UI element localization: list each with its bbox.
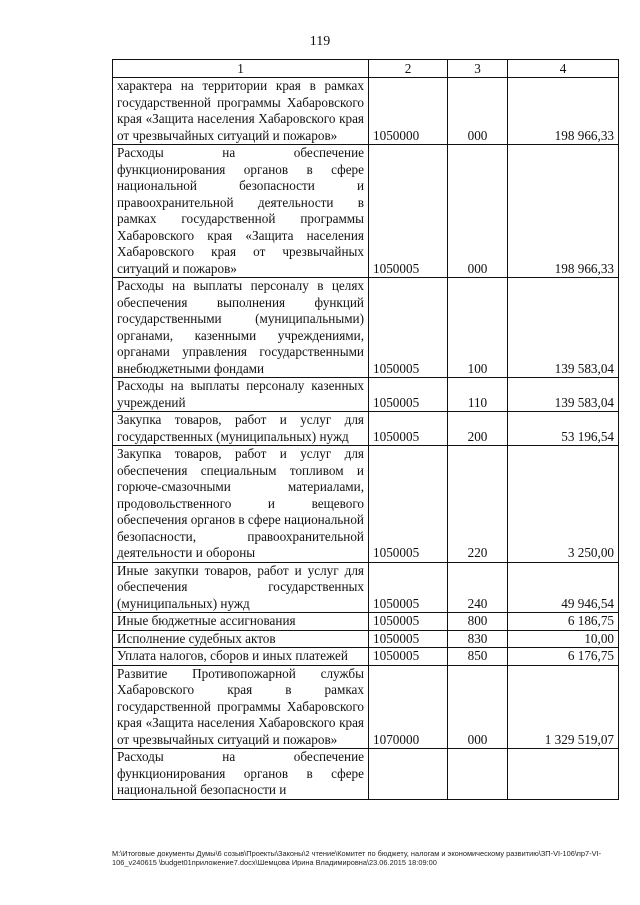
- row-expense-type: 100: [448, 278, 508, 378]
- table-row: [113, 412, 619, 446]
- row-description: Расходы на выплаты персоналу казенных учреждений: [113, 378, 369, 412]
- budget-table: [112, 59, 619, 800]
- row-expense-type: 830: [448, 630, 508, 648]
- row-target-code: 1050005: [369, 412, 448, 446]
- row-description: Иные бюджетные ассигнования: [113, 613, 369, 631]
- table-row: [113, 378, 619, 412]
- row-description: Уплата налогов, сборов и иных платежей: [113, 648, 369, 666]
- table-row: [113, 446, 619, 563]
- row-target-code: 1050005: [369, 630, 448, 648]
- row-target-code: 1070000: [369, 665, 448, 749]
- row-expense-type: 800: [448, 613, 508, 631]
- row-expense-type: 220: [448, 446, 508, 563]
- row-amount: 10,00: [508, 630, 619, 648]
- document-path-footer: M:\Итоговые документы Думы\6 созыв\Проекты\Законы\2 чтение\Комитет по бюджету, налогам и экономическому развитию\ЗП-VI-106\пр7-VI-106_v240615 \budget01приложение7.docx\Шемцова Ирина Владимировна\23.06.2015 18:09:00: [112, 849, 602, 867]
- row-description: Расходы на обеспечение функционирования органов в сфере национальной безопасности и: [113, 749, 369, 800]
- table-row: [113, 562, 619, 613]
- row-expense-type: 110: [448, 378, 508, 412]
- row-target-code: [369, 749, 448, 800]
- table-row: [113, 648, 619, 666]
- page-number: 119: [309, 34, 331, 49]
- row-description: Расходы на обеспечение функционирования органов в сфере национальной безопасности и правоохранительной деятельности в рамках государственной программы Хабаровского края «Защита населения Хабаровского края от чрезвычайных ситуаций и пожаров»: [113, 145, 369, 278]
- row-description: Закупка товаров, работ и услуг для государственных (муниципальных) нужд: [113, 412, 369, 446]
- row-expense-type: 850: [448, 648, 508, 666]
- table-row: [113, 78, 619, 145]
- header-row: [113, 60, 619, 78]
- row-target-code: 1050005: [369, 613, 448, 631]
- table-row: [113, 749, 619, 800]
- header-col-3: 3: [448, 60, 508, 78]
- row-amount: 1 329 519,07: [508, 665, 619, 749]
- row-description: Развитие Противопожарной службы Хабаровского края в рамках государственной программы Хабаровского края «Защита населения Хабаровского края от чрезвычайных ситуаций и пожаров»: [113, 665, 369, 749]
- row-expense-type: 000: [448, 78, 508, 145]
- row-amount: [508, 749, 619, 800]
- row-amount: 49 946,54: [508, 562, 619, 613]
- row-expense-type: 200: [448, 412, 508, 446]
- row-expense-type: 000: [448, 665, 508, 749]
- row-amount: 139 583,04: [508, 278, 619, 378]
- table-row: [113, 630, 619, 648]
- header-col-4: 4: [508, 60, 619, 78]
- row-amount: 139 583,04: [508, 378, 619, 412]
- row-target-code: 1050005: [369, 648, 448, 666]
- row-description: Исполнение судебных актов: [113, 630, 369, 648]
- row-expense-type: [448, 749, 508, 800]
- table-row: [113, 278, 619, 378]
- row-target-code: 1050005: [369, 145, 448, 278]
- header-col-2: 2: [369, 60, 448, 78]
- row-expense-type: 240: [448, 562, 508, 613]
- table-row: [113, 613, 619, 631]
- row-description: характера на территории края в рамках государственной программы Хабаровского края «Защита населения Хабаровского края от чрезвычайных ситуаций и пожаров»: [113, 78, 369, 145]
- row-amount: 198 966,33: [508, 145, 619, 278]
- row-amount: 198 966,33: [508, 78, 619, 145]
- row-description: Иные закупки товаров, работ и услуг для обеспечения государственных (муниципальных) нужд: [113, 562, 369, 613]
- header-col-1: 1: [113, 60, 369, 78]
- row-description: Закупка товаров, работ и услуг для обеспечения специальным топливом и горюче-смазочными материалами, продовольственного и вещевого обеспечения органов в сфере национальной безопасности, правоохранительной деятельности и обороны: [113, 446, 369, 563]
- row-amount: 3 250,00: [508, 446, 619, 563]
- row-target-code: 1050005: [369, 378, 448, 412]
- row-amount: 6 176,75: [508, 648, 619, 666]
- row-target-code: 1050005: [369, 278, 448, 378]
- row-target-code: 1050005: [369, 562, 448, 613]
- table-row: [113, 665, 619, 749]
- row-expense-type: 000: [448, 145, 508, 278]
- row-amount: 53 196,54: [508, 412, 619, 446]
- row-amount: 6 186,75: [508, 613, 619, 631]
- table-row: [113, 145, 619, 278]
- row-target-code: 1050000: [369, 78, 448, 145]
- row-description: Расходы на выплаты персоналу в целях обеспечения выполнения функций государственными (муниципальными) органами, казенными учреждениями, органами управления государственными внебюджетными фондами: [113, 278, 369, 378]
- row-target-code: 1050005: [369, 446, 448, 563]
